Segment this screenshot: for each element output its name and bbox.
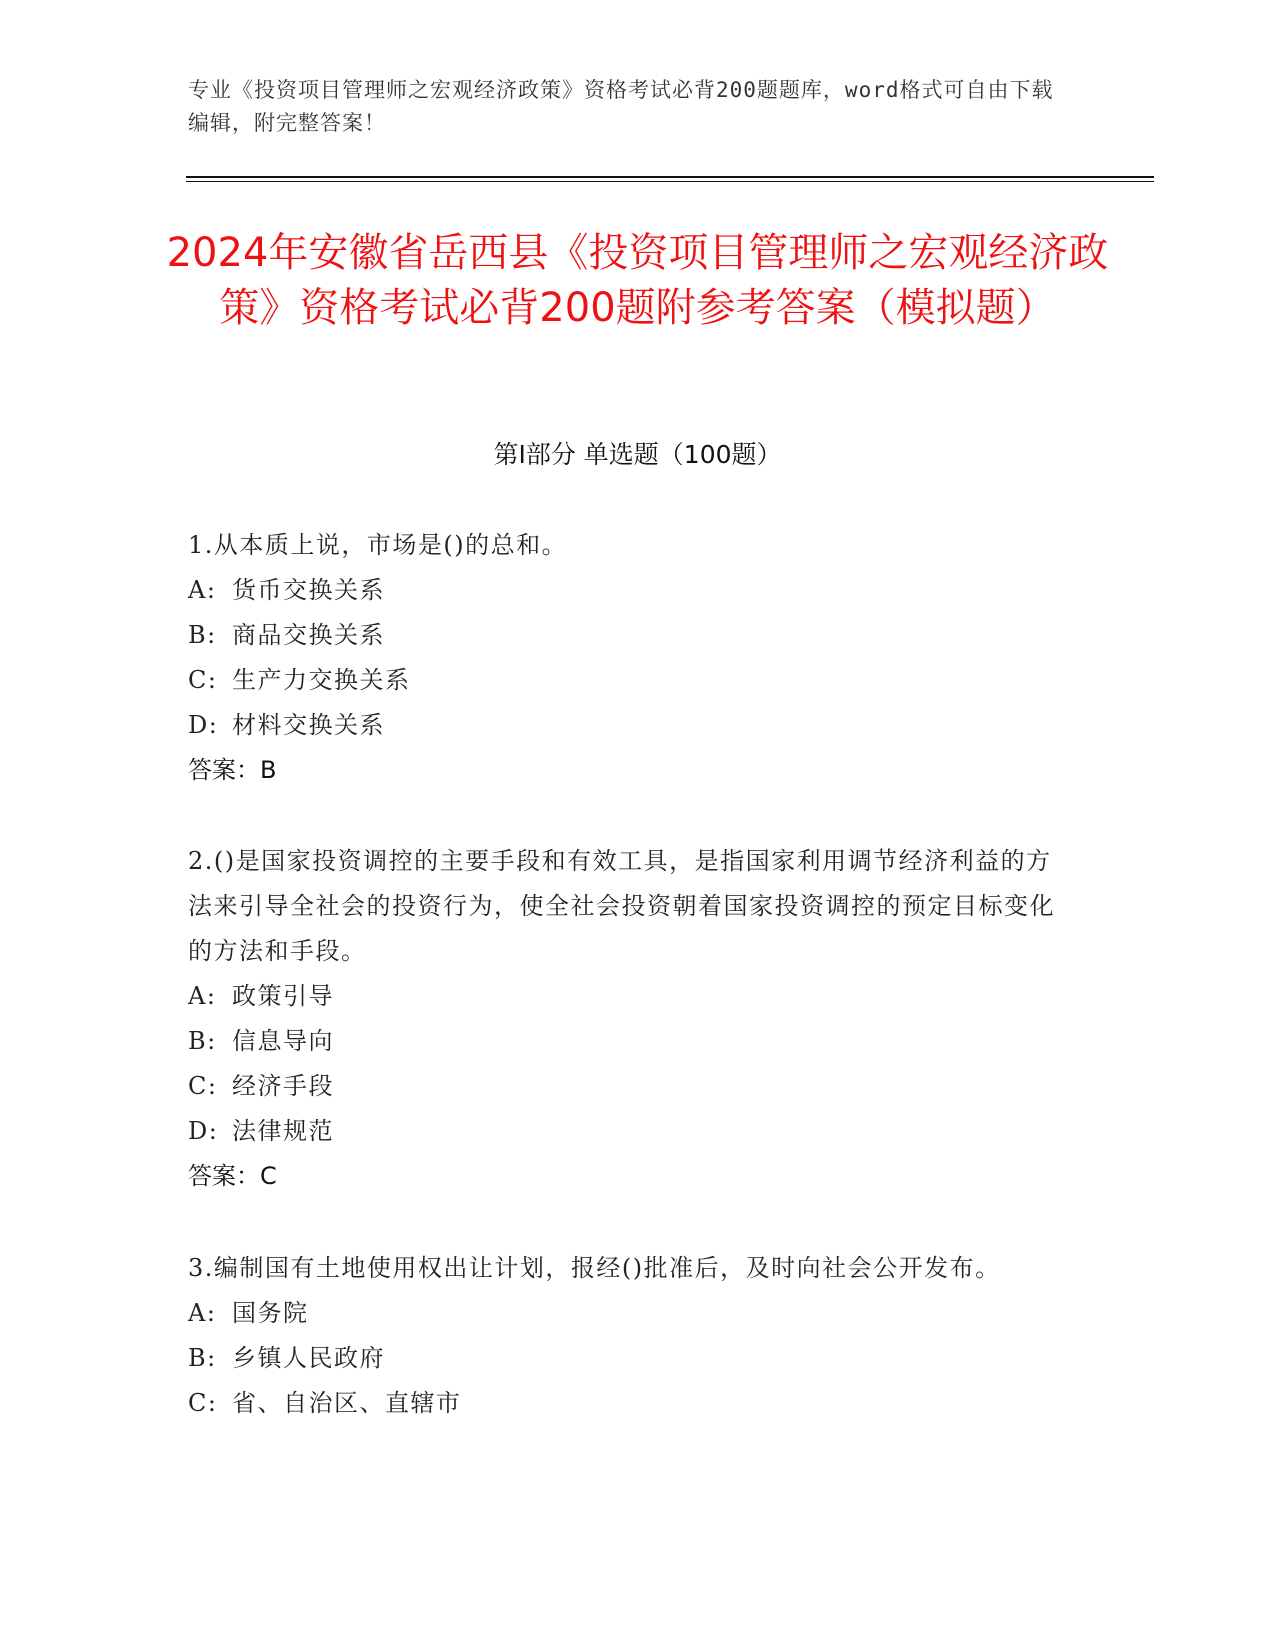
option-b [188,1336,1068,1381]
option-b [188,613,1068,658]
question-2 [188,839,1068,1199]
option-text: 经济手段 [232,1072,334,1100]
option-c [188,1381,1068,1426]
option-a [188,1291,1068,1336]
option-b [188,1019,1068,1064]
option-key: D: [188,1117,219,1145]
question-stem: 3.编制国有土地使用权出让计划，报经()批准后，及时向社会公开发布。 [188,1254,1001,1282]
option-key: B: [188,1027,217,1055]
option-c [188,658,1068,703]
option-key: D: [188,711,219,739]
option-key: C: [188,666,218,694]
option-a [188,568,1068,613]
header-divider-thin [186,181,1154,182]
option-text: 法律规范 [232,1117,334,1145]
question-1 [188,523,1068,793]
option-key: C: [188,1389,218,1417]
option-d [188,1109,1068,1154]
option-key: C: [188,1072,218,1100]
option-text: 信息导向 [232,1027,334,1055]
option-key: A: [188,1299,217,1327]
option-key: A: [188,982,217,1010]
answer: 答案：B [188,756,277,784]
question-stem: 2.()是国家投资调控的主要手段和有效工具，是指国家利用调节经济利益的方法来引导全社会的投资行为，使全社会投资朝着国家投资调控的预定目标变化的方法和手段。 [188,847,1055,965]
option-a [188,974,1068,1019]
option-d [188,703,1068,748]
option-text: 省、自治区、直辖市 [232,1389,462,1417]
document-title: 2024年安徽省岳西县《投资项目管理师之宏观经济政策》资格考试必背200题附参考答案（模拟题） [166,230,1109,331]
question-3 [188,1246,1068,1426]
option-text: 材料交换关系 [232,711,385,739]
option-text: 商品交换关系 [232,621,385,649]
question-stem: 1.从本质上说，市场是()的总和。 [188,531,568,559]
answer: 答案：C [188,1162,277,1190]
header-note: 专业《投资项目管理师之宏观经济政策》资格考试必背200题题库，word格式可自由下载编辑，附完整答案！ [188,78,1054,135]
option-text: 货币交换关系 [232,576,385,604]
option-text: 政策引导 [232,982,334,1010]
option-text: 乡镇人民政府 [232,1344,385,1372]
option-text: 国务院 [232,1299,309,1327]
header-divider [186,176,1154,178]
option-key: B: [188,1344,217,1372]
section-heading: 第Ⅰ部分 单选题（100题） [493,440,782,469]
option-key: B: [188,621,217,649]
option-c [188,1064,1068,1109]
option-text: 生产力交换关系 [232,666,411,694]
option-key: A: [188,576,217,604]
